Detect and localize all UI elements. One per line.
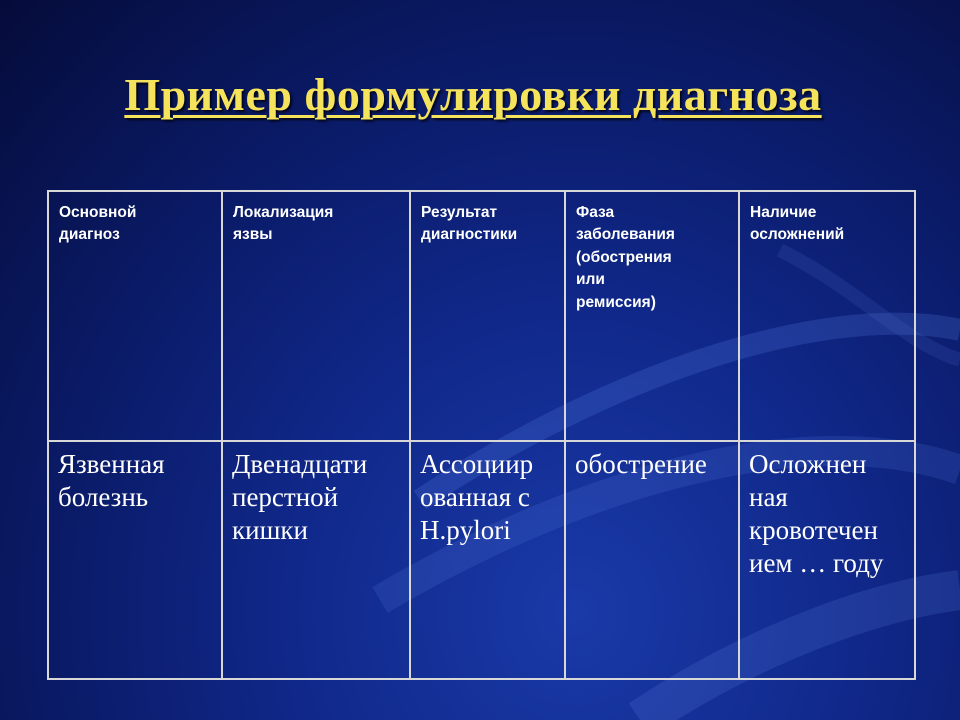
header-ulcer-location: Локализация язвы bbox=[222, 191, 410, 441]
table-header-row bbox=[48, 191, 915, 441]
cell-diagnostic-result: Ассоциир ованная с H.pylori bbox=[410, 441, 565, 679]
cell-complications: Осложнен ная кровотечен ием … году bbox=[739, 441, 915, 679]
cell-ulcer-location: Двенадцати перстной кишки bbox=[222, 441, 410, 679]
header-disease-phase: Фаза заболевания (обострения или ремиссия) bbox=[565, 191, 739, 441]
slide-title: Пример формулировки диагноза bbox=[124, 69, 822, 120]
cell-main-diagnosis: Язвенная болезнь bbox=[48, 441, 222, 679]
header-main-diagnosis: Основной диагноз bbox=[48, 191, 222, 441]
header-diagnostic-result: Результат диагностики bbox=[410, 191, 565, 441]
cell-disease-phase: обострение bbox=[565, 441, 739, 679]
diagnosis-table bbox=[47, 190, 916, 680]
table-row bbox=[48, 441, 915, 679]
header-complications: Наличие осложнений bbox=[739, 191, 915, 441]
